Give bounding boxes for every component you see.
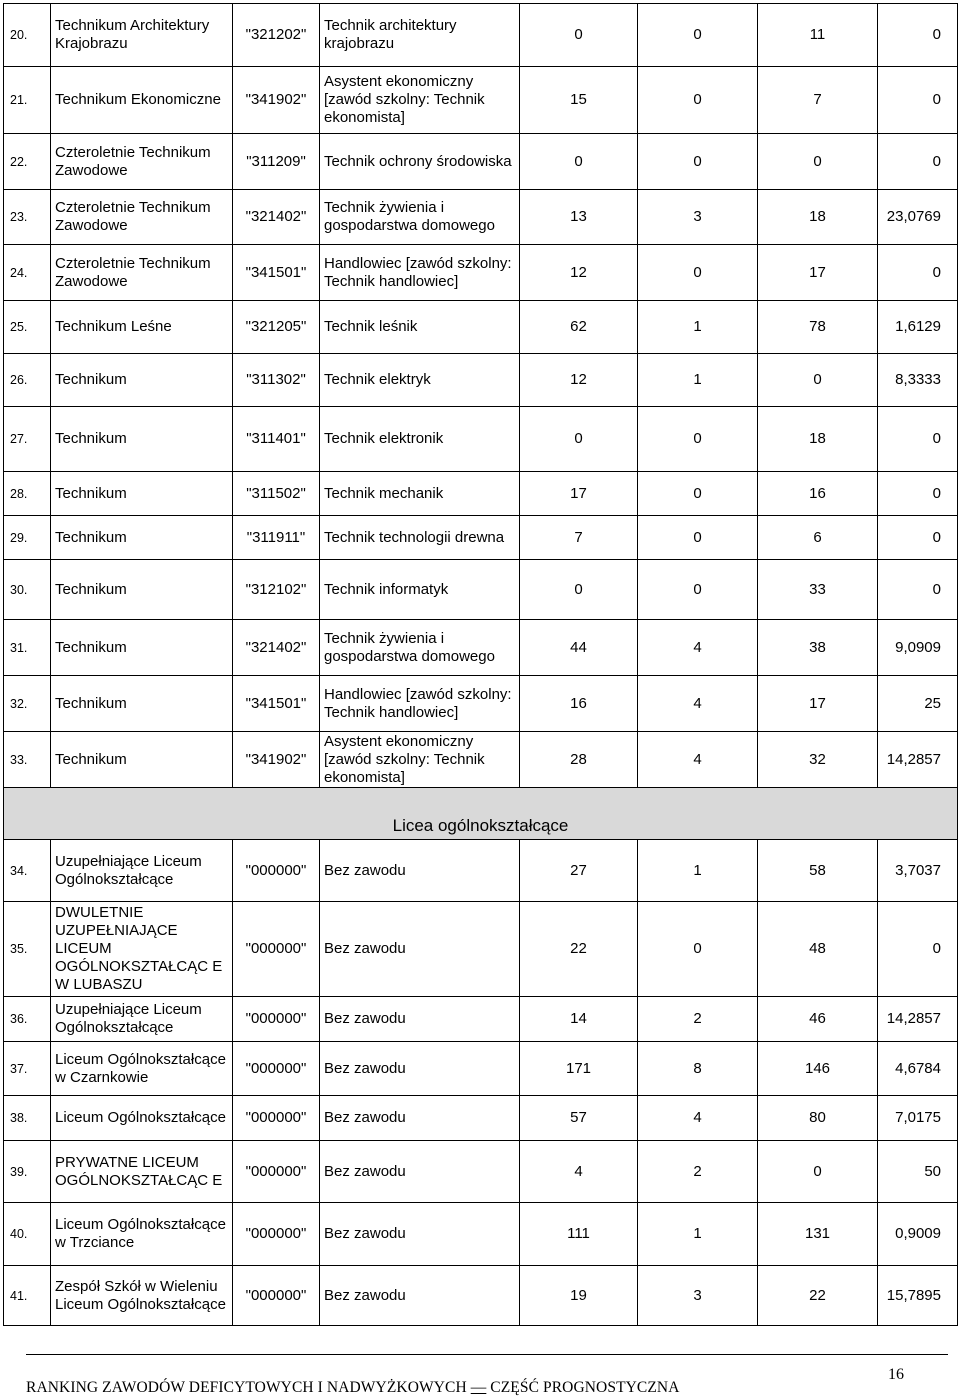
school-name: Technikum: [51, 407, 233, 472]
occupation-name: Bez zawodu: [320, 1266, 520, 1326]
occupation-code: "000000": [233, 1141, 320, 1203]
value-4: 0: [878, 134, 958, 190]
occupation-name: Bez zawodu: [320, 1096, 520, 1141]
table-row: [4, 1141, 958, 1203]
table-row: [4, 67, 958, 134]
value-4: 0: [878, 516, 958, 560]
value-2: 3: [638, 190, 758, 245]
value-2: 4: [638, 620, 758, 676]
table-row: [4, 620, 958, 676]
footer-rule: [26, 1354, 948, 1355]
school-name: Technikum Architektury Krajobrazu: [51, 4, 233, 67]
table-row: [4, 516, 958, 560]
value-3: 11: [758, 4, 878, 67]
value-4: 4,6784: [878, 1042, 958, 1096]
occupation-code: "000000": [233, 1042, 320, 1096]
value-3: 0: [758, 1141, 878, 1203]
occupation-code: "000000": [233, 840, 320, 902]
row-number: 31.: [4, 620, 51, 676]
occupation-code: "000000": [233, 1096, 320, 1141]
section-row: [4, 788, 958, 840]
value-1: 28: [520, 732, 638, 788]
table-row: [4, 301, 958, 354]
occupation-name: Bez zawodu: [320, 1141, 520, 1203]
school-name: Technikum: [51, 732, 233, 788]
school-name: Czteroletnie Technikum Zawodowe: [51, 134, 233, 190]
value-4: 0: [878, 560, 958, 620]
school-name: Czteroletnie Technikum Zawodowe: [51, 245, 233, 301]
school-name: Czteroletnie Technikum Zawodowe: [51, 190, 233, 245]
occupation-name: Technik mechanik: [320, 472, 520, 516]
table-row: [4, 902, 958, 997]
value-4: 23,0769: [878, 190, 958, 245]
table-row: [4, 472, 958, 516]
occupation-code: "311911": [233, 516, 320, 560]
value-2: 2: [638, 1141, 758, 1203]
value-4: 0: [878, 472, 958, 516]
value-1: 15: [520, 67, 638, 134]
row-number: 27.: [4, 407, 51, 472]
row-number: 29.: [4, 516, 51, 560]
table-row: [4, 4, 958, 67]
occupation-code: "311209": [233, 134, 320, 190]
value-2: 8: [638, 1042, 758, 1096]
value-3: 78: [758, 301, 878, 354]
occupation-name: Technik informatyk: [320, 560, 520, 620]
table-row: [4, 676, 958, 732]
row-number: 40.: [4, 1203, 51, 1266]
value-1: 4: [520, 1141, 638, 1203]
footer-dash: —: [470, 1379, 487, 1396]
value-2: 4: [638, 676, 758, 732]
table-row: [4, 245, 958, 301]
occupation-code: "341902": [233, 67, 320, 134]
value-1: 111: [520, 1203, 638, 1266]
occupation-name: Technik technologii drewna: [320, 516, 520, 560]
occupation-name: Technik elektryk: [320, 354, 520, 407]
value-4: 50: [878, 1141, 958, 1203]
value-4: 0,9009: [878, 1203, 958, 1266]
school-name: DWULETNIE UZUPEŁNIAJĄCE LICEUM OGÓLNOKSZTAŁCĄC E W LUBASZU: [51, 902, 233, 997]
value-1: 12: [520, 245, 638, 301]
occupation-code: "321205": [233, 301, 320, 354]
table-row: [4, 407, 958, 472]
row-number: 24.: [4, 245, 51, 301]
occupation-code: "000000": [233, 1266, 320, 1326]
row-number: 39.: [4, 1141, 51, 1203]
occupation-name: Technik ochrony środowiska: [320, 134, 520, 190]
value-4: 0: [878, 245, 958, 301]
row-number: 35.: [4, 902, 51, 997]
value-2: 0: [638, 902, 758, 997]
value-1: 12: [520, 354, 638, 407]
school-name: Uzupełniające Liceum Ogólnokształcące: [51, 840, 233, 902]
occupation-code: "312102": [233, 560, 320, 620]
school-name: Technikum: [51, 676, 233, 732]
table-row: [4, 190, 958, 245]
occupation-name: Technik leśnik: [320, 301, 520, 354]
school-name: Technikum: [51, 472, 233, 516]
value-2: 0: [638, 4, 758, 67]
footer-title: RANKING ZAWODÓW DEFICYTOWYCH I NADWYŻKOWYCH — CZĘŚĆ PROGNOSTYCZNA: [26, 1379, 680, 1396]
value-1: 7: [520, 516, 638, 560]
value-1: 62: [520, 301, 638, 354]
value-2: 4: [638, 1096, 758, 1141]
value-1: 0: [520, 134, 638, 190]
value-4: 1,6129: [878, 301, 958, 354]
occupation-code: "341501": [233, 676, 320, 732]
value-3: 17: [758, 676, 878, 732]
occupation-code: "341501": [233, 245, 320, 301]
value-1: 27: [520, 840, 638, 902]
row-number: 33.: [4, 732, 51, 788]
value-4: 15,7895: [878, 1266, 958, 1326]
occupation-code: "321402": [233, 190, 320, 245]
occupation-name: Technik elektronik: [320, 407, 520, 472]
value-3: 18: [758, 407, 878, 472]
occupation-name: Bez zawodu: [320, 1042, 520, 1096]
value-3: 17: [758, 245, 878, 301]
value-2: 2: [638, 997, 758, 1042]
table-row: [4, 1042, 958, 1096]
school-name: Technikum: [51, 560, 233, 620]
value-2: 4: [638, 732, 758, 788]
value-2: 1: [638, 354, 758, 407]
table-row: [4, 997, 958, 1042]
value-4: 9,0909: [878, 620, 958, 676]
school-name: Technikum: [51, 354, 233, 407]
value-2: 0: [638, 560, 758, 620]
occupation-code: "321402": [233, 620, 320, 676]
occupation-code: "311401": [233, 407, 320, 472]
value-3: 22: [758, 1266, 878, 1326]
row-number: 37.: [4, 1042, 51, 1096]
value-1: 13: [520, 190, 638, 245]
value-3: 48: [758, 902, 878, 997]
value-4: 3,7037: [878, 840, 958, 902]
value-2: 0: [638, 407, 758, 472]
row-number: 32.: [4, 676, 51, 732]
table-row: [4, 1096, 958, 1141]
value-1: 57: [520, 1096, 638, 1141]
value-3: 131: [758, 1203, 878, 1266]
value-3: 146: [758, 1042, 878, 1096]
value-1: 0: [520, 4, 638, 67]
value-4: 14,2857: [878, 997, 958, 1042]
row-number: 34.: [4, 840, 51, 902]
table-row: [4, 354, 958, 407]
school-name: Technikum Leśne: [51, 301, 233, 354]
occupation-name: Handlowiec [zawód szkolny: Technik handlowiec]: [320, 676, 520, 732]
value-1: 14: [520, 997, 638, 1042]
school-name: Liceum Ogólnokształcące: [51, 1096, 233, 1141]
occupation-code: "000000": [233, 1203, 320, 1266]
occupation-name: Bez zawodu: [320, 1203, 520, 1266]
value-2: 0: [638, 245, 758, 301]
row-number: 21.: [4, 67, 51, 134]
value-3: 33: [758, 560, 878, 620]
occupation-name: Technik architektury krajobrazu: [320, 4, 520, 67]
table-row: [4, 1266, 958, 1326]
value-3: 32: [758, 732, 878, 788]
row-number: 28.: [4, 472, 51, 516]
row-number: 36.: [4, 997, 51, 1042]
school-name: Uzupełniające Liceum Ogólnokształcące: [51, 997, 233, 1042]
occupation-name: Handlowiec [zawód szkolny: Technik handlowiec]: [320, 245, 520, 301]
value-3: 38: [758, 620, 878, 676]
value-3: 58: [758, 840, 878, 902]
value-2: 3: [638, 1266, 758, 1326]
occupation-code: "000000": [233, 902, 320, 997]
row-number: 26.: [4, 354, 51, 407]
value-4: 0: [878, 902, 958, 997]
ranking-table: [3, 3, 958, 1326]
row-number: 30.: [4, 560, 51, 620]
value-1: 19: [520, 1266, 638, 1326]
value-1: 171: [520, 1042, 638, 1096]
value-4: 0: [878, 67, 958, 134]
value-4: 25: [878, 676, 958, 732]
table-row: [4, 840, 958, 902]
value-3: 0: [758, 134, 878, 190]
value-3: 80: [758, 1096, 878, 1141]
page-number: 16: [888, 1366, 904, 1383]
value-2: 1: [638, 1203, 758, 1266]
occupation-code: "000000": [233, 997, 320, 1042]
row-number: 22.: [4, 134, 51, 190]
value-1: 22: [520, 902, 638, 997]
value-3: 6: [758, 516, 878, 560]
row-number: 38.: [4, 1096, 51, 1141]
occupation-code: "311502": [233, 472, 320, 516]
value-4: 0: [878, 4, 958, 67]
school-name: Liceum Ogólnokształcące w Trzciance: [51, 1203, 233, 1266]
value-1: 16: [520, 676, 638, 732]
occupation-name: Asystent ekonomiczny [zawód szkolny: Technik ekonomista]: [320, 67, 520, 134]
school-name: PRYWATNE LICEUM OGÓLNOKSZTAŁCĄC E: [51, 1141, 233, 1203]
occupation-name: Bez zawodu: [320, 840, 520, 902]
occupation-code: "321202": [233, 4, 320, 67]
school-name: Liceum Ogólnokształcące w Czarnkowie: [51, 1042, 233, 1096]
table-row: [4, 1203, 958, 1266]
occupation-name: Bez zawodu: [320, 997, 520, 1042]
value-3: 0: [758, 354, 878, 407]
school-name: Technikum Ekonomiczne: [51, 67, 233, 134]
occupation-name: Asystent ekonomiczny [zawód szkolny: Technik ekonomista]: [320, 732, 520, 788]
occupation-code: "311302": [233, 354, 320, 407]
value-4: 7,0175: [878, 1096, 958, 1141]
row-number: 25.: [4, 301, 51, 354]
row-number: 23.: [4, 190, 51, 245]
occupation-code: "341902": [233, 732, 320, 788]
occupation-name: Bez zawodu: [320, 902, 520, 997]
value-1: 0: [520, 560, 638, 620]
table-row: [4, 560, 958, 620]
value-2: 0: [638, 516, 758, 560]
school-name: Technikum: [51, 516, 233, 560]
row-number: 20.: [4, 4, 51, 67]
value-1: 44: [520, 620, 638, 676]
value-4: 8,3333: [878, 354, 958, 407]
value-2: 0: [638, 134, 758, 190]
table-row: [4, 732, 958, 788]
value-1: 0: [520, 407, 638, 472]
value-3: 7: [758, 67, 878, 134]
occupation-name: Technik żywienia i gospodarstwa domowego: [320, 190, 520, 245]
value-2: 0: [638, 472, 758, 516]
school-name: Zespół Szkół w Wieleniu Liceum Ogólnokształcące: [51, 1266, 233, 1326]
value-4: 14,2857: [878, 732, 958, 788]
school-name: Technikum: [51, 620, 233, 676]
value-3: 16: [758, 472, 878, 516]
occupation-name: Technik żywienia i gospodarstwa domowego: [320, 620, 520, 676]
value-3: 18: [758, 190, 878, 245]
value-2: 0: [638, 67, 758, 134]
value-3: 46: [758, 997, 878, 1042]
row-number: 41.: [4, 1266, 51, 1326]
value-4: 0: [878, 407, 958, 472]
value-2: 1: [638, 301, 758, 354]
value-1: 17: [520, 472, 638, 516]
value-2: 1: [638, 840, 758, 902]
table-row: [4, 134, 958, 190]
section-title: Licea ogólnokształcące: [4, 788, 958, 840]
